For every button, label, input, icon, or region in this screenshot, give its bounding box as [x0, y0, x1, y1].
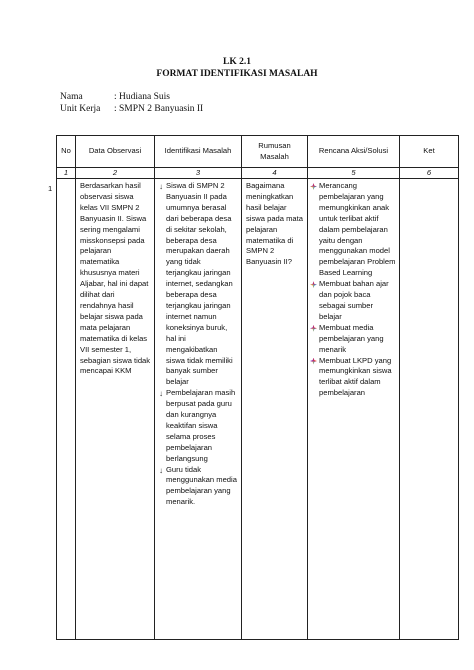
list-item-text: Pembelajaran masih berpusat pada guru dan kurangnya keaktifan siswa selama proses pembelajaran berlangsung — [166, 388, 236, 463]
col-header-data-observasi: Data Observasi — [76, 136, 155, 168]
col-header-identifikasi: Identifikasi Masalah — [155, 136, 242, 168]
cell-rencana — [308, 179, 400, 640]
problem-identification-table — [56, 135, 459, 640]
rencana-list — [309, 181, 396, 399]
col-header-no: No — [57, 136, 76, 168]
col-number: 1 — [57, 168, 76, 179]
cell-identifikasi — [155, 179, 242, 640]
arrow-down-icon: ↓ — [159, 465, 163, 475]
list-item — [156, 465, 238, 509]
name-value: : Hudiana Suis — [114, 92, 170, 102]
list-item — [156, 181, 238, 388]
name-label: Nama — [60, 92, 83, 102]
list-item — [309, 356, 396, 400]
rumusan-text: Bagaimana meningkatkan hasil belajar siswa pada mata pelajaran matematika di SMPN 2 Banyuasin II? — [246, 181, 303, 267]
list-item — [309, 181, 396, 279]
identifikasi-list — [156, 181, 238, 508]
list-item — [309, 279, 396, 323]
table-header-row — [57, 136, 459, 168]
unit-row — [60, 104, 203, 114]
cell-ket — [400, 179, 459, 640]
col-header-ket: Ket — [400, 136, 459, 168]
cell-data-observasi — [76, 179, 155, 640]
star-bullet-icon — [310, 280, 318, 289]
star-bullet-icon — [310, 182, 318, 191]
star-bullet-icon — [310, 357, 318, 366]
arrow-down-icon: ↓ — [159, 182, 163, 191]
cell-no — [57, 179, 76, 640]
row-number: 1 — [48, 184, 53, 193]
name-row — [60, 92, 170, 102]
document-subtitle: FORMAT IDENTIFIKASI MASALAH — [156, 69, 318, 79]
col-number: 2 — [76, 168, 155, 179]
list-item-text: Merancang pembelajaran yang memungkinkan anak untuk terlibat aktif dalam pembelajaran yaitu dengan menggunakan model pembelajaran Problem Based Learning — [319, 181, 396, 278]
arrow-down-icon: ↓ — [159, 389, 163, 399]
col-header-rumusan: Rumusan Masalah — [242, 136, 308, 168]
star-bullet-icon — [310, 324, 318, 333]
list-item-text: Membuat media pembelajaran yang menarik — [319, 322, 384, 354]
col-number: 3 — [155, 168, 242, 179]
col-number: 5 — [308, 168, 400, 179]
list-item-text: Membuat LKPD yang memungkinkan siswa terlibat aktif dalam pembelajaran — [319, 355, 392, 398]
column-number-row — [57, 168, 459, 179]
col-number: 6 — [400, 168, 459, 179]
col-header-rencana: Rencana Aksi/Solusi — [308, 136, 400, 168]
list-item-text: Guru tidak menggunakan media pembelajaran yang menarik. — [166, 464, 237, 507]
unit-value: : SMPN 2 Banyuasin II — [114, 104, 204, 114]
col-number: 4 — [242, 168, 308, 179]
list-item-text: Membuat bahan ajar dan pojok baca sebagai sumber belajar — [319, 279, 389, 321]
data-observasi-text: Berdasarkan hasil observasi siswa kelas VII SMPN 2 Banyuasin II. Siswa sering mengalami misskonsepsi pada pelajaran matematika khususnya materi Aljabar, hal ini dapat dilihat dari rendahnya hasil belajar siswa pada mata pelajaran matematika di kelas VII semester 1, sebagian siswa tidak mencapai KKM — [80, 181, 151, 376]
ket-text — [400, 179, 458, 181]
list-item — [156, 388, 238, 464]
list-item-text: Siswa di SMPN 2 Banyuasin II pada umumnya berasal dari beberapa desa di sekitar sekolah, beberapa desa merupakan daerah yang tidak terjangkau jaringan internet, sedangkan beberapa desa terjangkau jaringan internet namun koneksinya buruk, hal ini mengakibatkan siswa tidak memiliki banyak sumber belajar — [166, 181, 233, 387]
unit-label: Unit Kerja — [60, 104, 101, 114]
table-row — [57, 179, 459, 640]
document-title: LK 2.1 — [223, 57, 251, 67]
cell-rumusan — [242, 179, 308, 640]
list-item — [309, 323, 396, 356]
